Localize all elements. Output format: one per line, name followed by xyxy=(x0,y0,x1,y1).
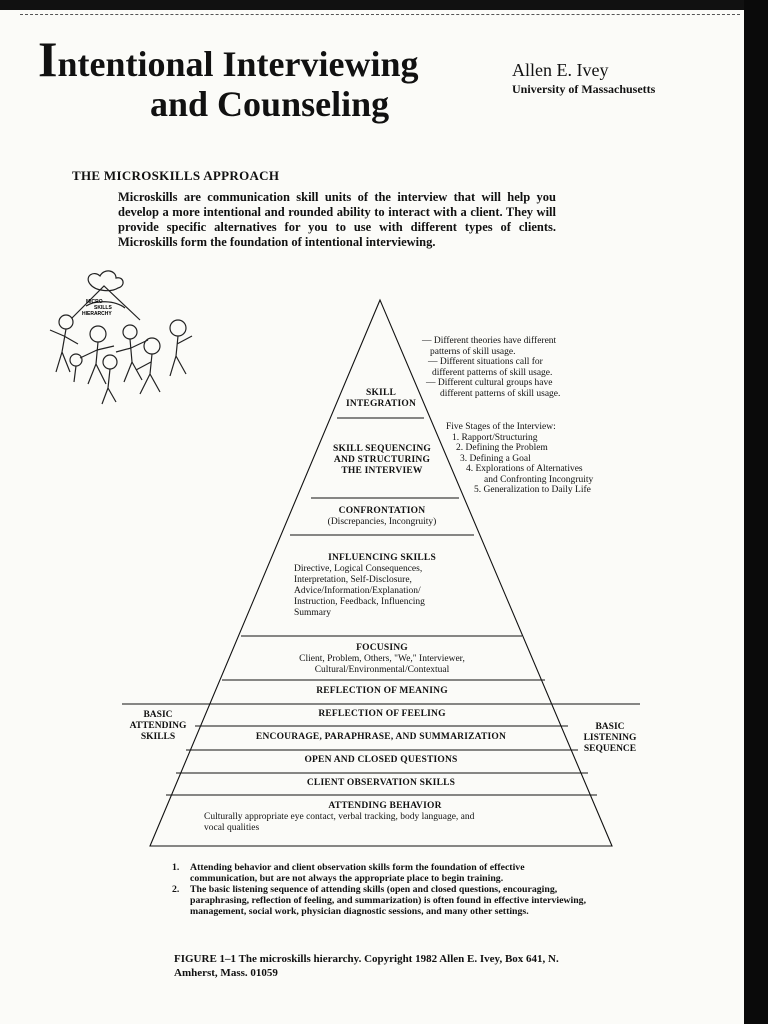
level-confrontation: CONFRONTATION (Discrepancies, Incongruity) xyxy=(327,506,437,527)
figure-caption: FIGURE 1–1 The microskills hierarchy. Copyright 1982 Allen E. Ivey, Box 641, N. Amherst, Mass. 01059 xyxy=(174,953,559,979)
cartoon-sign-3: HIERARCHY xyxy=(82,311,112,317)
level-encourage-paraphrase: ENCOURAGE, PARAPHRASE, AND SUMMARIZATION xyxy=(255,732,507,742)
cartoon-sign-2: SKILLS xyxy=(94,305,112,311)
author-name: Allen E. Ivey xyxy=(512,60,609,80)
basic-listening-sequence-label: BASIC LISTENING SEQUENCE xyxy=(583,722,637,754)
basic-attending-skills-label: BASIC ATTENDING SKILLS xyxy=(129,710,187,742)
level-skill-integration: SKILL INTEGRATION xyxy=(345,388,417,409)
level-client-observation: CLIENT OBSERVATION SKILLS xyxy=(306,778,456,788)
level-focusing: FOCUSING Client, Problem, Others, "We," Interviewer, Cultural/Environmental/Contextual xyxy=(299,643,465,675)
level-influencing-skills: INFLUENCING SKILLS Directive, Logical Consequences, Interpretation, Self-Disclosure, Advice/Information/Explanation/ Instruction, Feedback, Influencing Summary xyxy=(294,553,436,618)
scan-dashed-line xyxy=(20,14,740,15)
scan-top-border xyxy=(0,0,768,10)
level-attending-behavior: ATTENDING BEHAVIOR Culturally appropriate eye contact, verbal tracking, body language, and vocal qualities xyxy=(204,801,475,833)
level-skill-sequencing: SKILL SEQUENCING AND STRUCTURING THE INTERVIEW xyxy=(333,444,431,476)
five-stages-list: Five Stages of the Interview: 1. Rapport/Structuring 2. Defining the Problem 3. Defining a Goal 4. Explorations of Alternatives and Confronting Incongruity 5. Generalization to Daily Life xyxy=(446,422,594,495)
cartoon-sign-1: MICRO xyxy=(86,299,103,305)
title-line-1: Intentional Interviewing xyxy=(38,31,419,87)
scan-right-border xyxy=(744,0,768,1024)
footnote-item: 2. The basic listening sequence of attending skills (open and closed questions, encouraging, paraphrasing, reflection of feeling, and summarization) is often found in effective interviewing, management, social work, physician diagnostic sessions, and many other settings. xyxy=(172,884,587,917)
footnotes xyxy=(172,862,592,917)
integration-notes: — Different theories have different patterns of skill usage. — Different situations call for different patterns of skill usage. — Different cultural groups have different patterns of skill usage. xyxy=(422,336,561,399)
footnote-item: 1. Attending behavior and client observation skills form the foundation of effective communication, but are not always the appropriate place to begin training. xyxy=(172,862,525,884)
level-reflection-of-feeling: REFLECTION OF FEELING xyxy=(318,709,446,719)
level-open-closed-questions: OPEN AND CLOSED QUESTIONS xyxy=(304,755,458,765)
author-affiliation: University of Massachusetts xyxy=(512,82,656,96)
level-reflection-of-meaning: REFLECTION OF MEANING xyxy=(316,686,448,696)
intro-paragraph: Microskills are communication skill units of the interview that will help you develop a more intentional and rounded ability to interact with a client. They will provide specific alternatives for you to use with different types of clients. Microskills form the foundation of intentional interviewing. xyxy=(118,190,556,249)
section-heading: THE MICROSKILLS APPROACH xyxy=(72,168,280,183)
title-line-2: and Counseling xyxy=(150,84,390,124)
